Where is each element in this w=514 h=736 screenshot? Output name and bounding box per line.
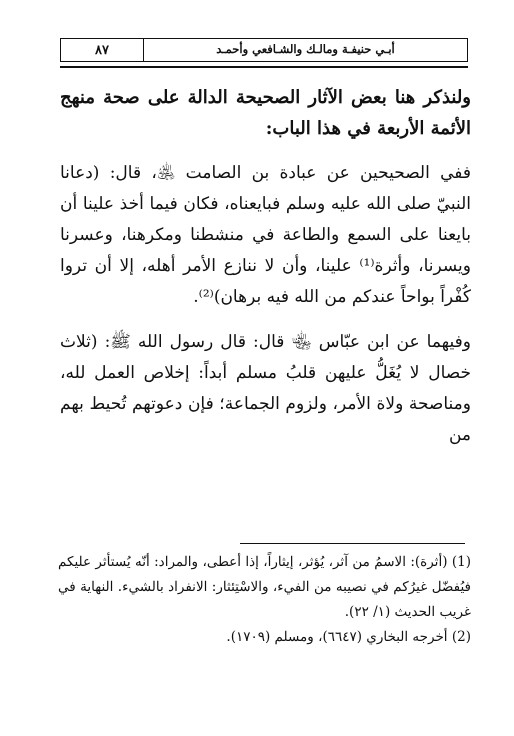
page-number: ٨٧ xyxy=(95,42,109,58)
hadith-paragraph-1: ففي الصحيحين عن عبادة بن الصامت ﵁، قال: (دعانا النبيّ صلى الله عليه وسلم فبايعناه، فكان فيما أخذ علينا أن بايعنا على السمع والطاعة في منشطنا ومكرهنا، وعسرنا ويسرنا، وأثرة⁽¹⁾ علينا، وأن لا ننازع الأمر أهله، إلا أن تروا كُفْراً بواحاً عندكم من الله فيه برهان)⁽²⁾. xyxy=(60,163,471,307)
footnotes xyxy=(58,550,471,650)
running-header xyxy=(60,38,468,62)
header-rule xyxy=(60,66,468,68)
main-text xyxy=(60,82,471,465)
hadith-paragraph-2: وفيهما عن ابن عبّاس ﵄ قال: قال رسول الله ﷺ: (ثلاث خصال لا يُغَلُّ عليهن قلبُ مسلم أبداً: إخلاص العمل لله، ومناصحة ولاة الأمر، ولزوم الجماعة؛ فإن دعوتهم تُحيط بهم من xyxy=(60,332,471,445)
intro-paragraph: ولنذكر هنا بعض الآثار الصحيحة الدالة على صحة منهج الأئمة الأربعة في هذا الباب: xyxy=(60,87,471,139)
running-header-title: أبـي حنيفـة ومالـك والشـافعي وأحمـد xyxy=(143,39,467,61)
footnote-2: (2) أخرجه البخاري (٦٦٤٧)، ومسلم (١٧٠٩). xyxy=(226,629,471,645)
footnote-separator xyxy=(240,543,465,544)
footnote-1: (1) (أثرة): الاسمُ من آثر، يُؤثر، إيثاراً، إذا أعطى، والمراد: أنّه يُستأثر عليكم فيُفضّل غيرُكم في نصيبه من الفيء، والاسْتِئثار: الانفراد بالشيء. النهاية في غريب الحديث (١/ ٢٢). xyxy=(58,554,471,620)
